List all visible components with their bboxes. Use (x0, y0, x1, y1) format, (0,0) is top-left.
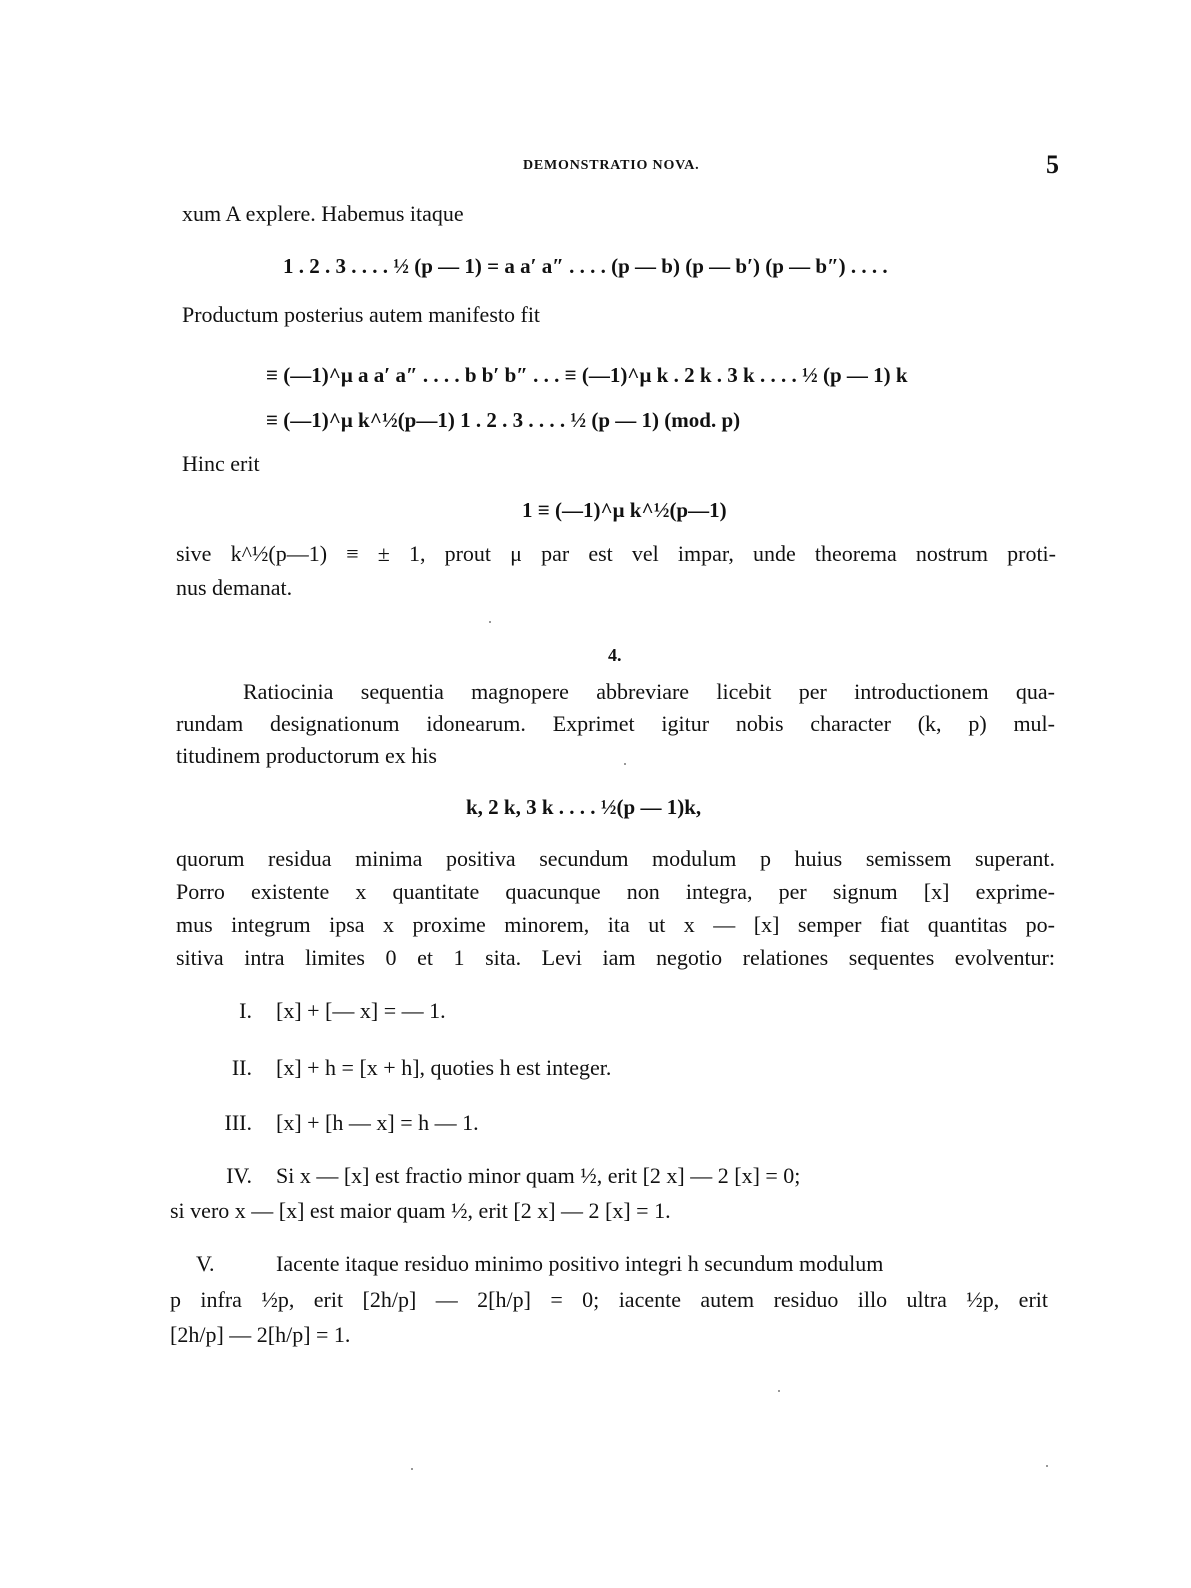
text-line: Productum posterius autem manifesto fit (182, 302, 541, 327)
relation-label: IV. (226, 1163, 252, 1188)
scan-speck (778, 1390, 780, 1392)
scan-speck (1046, 1465, 1048, 1467)
paragraph-line: titudinem productorum ex his (176, 743, 437, 768)
scan-speck (489, 621, 491, 623)
relation-iv-cont (170, 1198, 671, 1224)
text-line: sive k^½(p—1) ≡ ± 1, prout μ par est vel impar, unde theorema nostrum proti- (176, 541, 1056, 566)
relation-text: Iacente itaque residuo minimo positivo integri h secundum modulum (276, 1251, 884, 1276)
paragraph-line: Porro existente x quantitate quacunque non integra, per signum [x] exprime- (176, 879, 1055, 904)
section-number: 4. (608, 645, 622, 665)
relation-v-cont (170, 1287, 1048, 1313)
scan-speck (624, 763, 626, 765)
scan-speck (411, 1468, 413, 1470)
paragraph-line: mus integrum ipsa x proxime minorem, ita ut x — [x] semper fiat quantitas po- (176, 912, 1055, 937)
relation-text: [x] + [h — x] = h — 1. (276, 1110, 479, 1135)
paragraph-line: sitiva intra limites 0 et 1 sita. Levi iam negotio relationes sequentes evolventur: (176, 945, 1055, 970)
relation-text: [2h/p] — 2[h/p] = 1. (170, 1322, 351, 1347)
relation-text: Si x — [x] est fractio minor quam ½, erit [2 x] — 2 [x] = 0; (276, 1163, 801, 1188)
relation-v-cont (170, 1322, 350, 1348)
relation-label: I. (239, 998, 252, 1023)
relation-label: V. (196, 1251, 215, 1276)
text-line: xum A explere. Habemus itaque (182, 201, 464, 226)
text-line: nus demanat. (176, 575, 293, 600)
relation-iii (196, 1110, 479, 1136)
relation-label: II. (231, 1055, 252, 1080)
equation-2: ≡ (—1)^μ a a′ a″ . . . . b b′ b″ . . . ≡ (—1)^μ k . 2 k . 3 k . . . . ½ (p — 1) k (266, 363, 908, 387)
paragraph-line: rundam designationum idonearum. Exprimet igitur nobis character (k, p) mul- (176, 711, 1055, 736)
text-line: Hinc erit (182, 451, 260, 476)
relation-text: si vero x — [x] est maior quam ½, erit [2 x] — 2 [x] = 1. (170, 1198, 671, 1223)
relation-text: [x] + [— x] = — 1. (276, 998, 446, 1023)
page-number: 5 (1046, 150, 1059, 179)
paragraph-line: quorum residua minima positiva secundum modulum p huius semissem superant. (176, 846, 1055, 871)
equation-5: k, 2 k, 3 k . . . . ½(p — 1)k, (466, 795, 702, 819)
relation-text: [x] + h = [x + h], quoties h est integer. (276, 1055, 612, 1080)
equation-4: 1 ≡ (—1)^μ k^½(p—1) (522, 498, 727, 522)
relation-ii (196, 1055, 611, 1081)
equation-3: ≡ (—1)^μ k^½(p—1) 1 . 2 . 3 . . . . ½ (p — 1) (mod. p) (266, 408, 741, 432)
paragraph-line: Ratiocinia sequentia magnopere abbreviare licebit per introductionem qua- (243, 679, 1055, 704)
relation-text: p infra ½p, erit [2h/p] — 2[h/p] = 0; iacente autem residuo illo ultra ½p, erit (170, 1287, 1048, 1312)
relation-i (196, 998, 446, 1024)
equation-1: 1 . 2 . 3 . . . . ½ (p — 1) = a a′ a″ . . . . (p — b) (p — b′) (p — b″) . . . . (283, 254, 888, 278)
running-title: DEMONSTRATIO NOVA. (523, 158, 700, 173)
relation-v (196, 1251, 1048, 1277)
relation-iv (196, 1163, 800, 1189)
relation-label: III. (224, 1110, 252, 1135)
